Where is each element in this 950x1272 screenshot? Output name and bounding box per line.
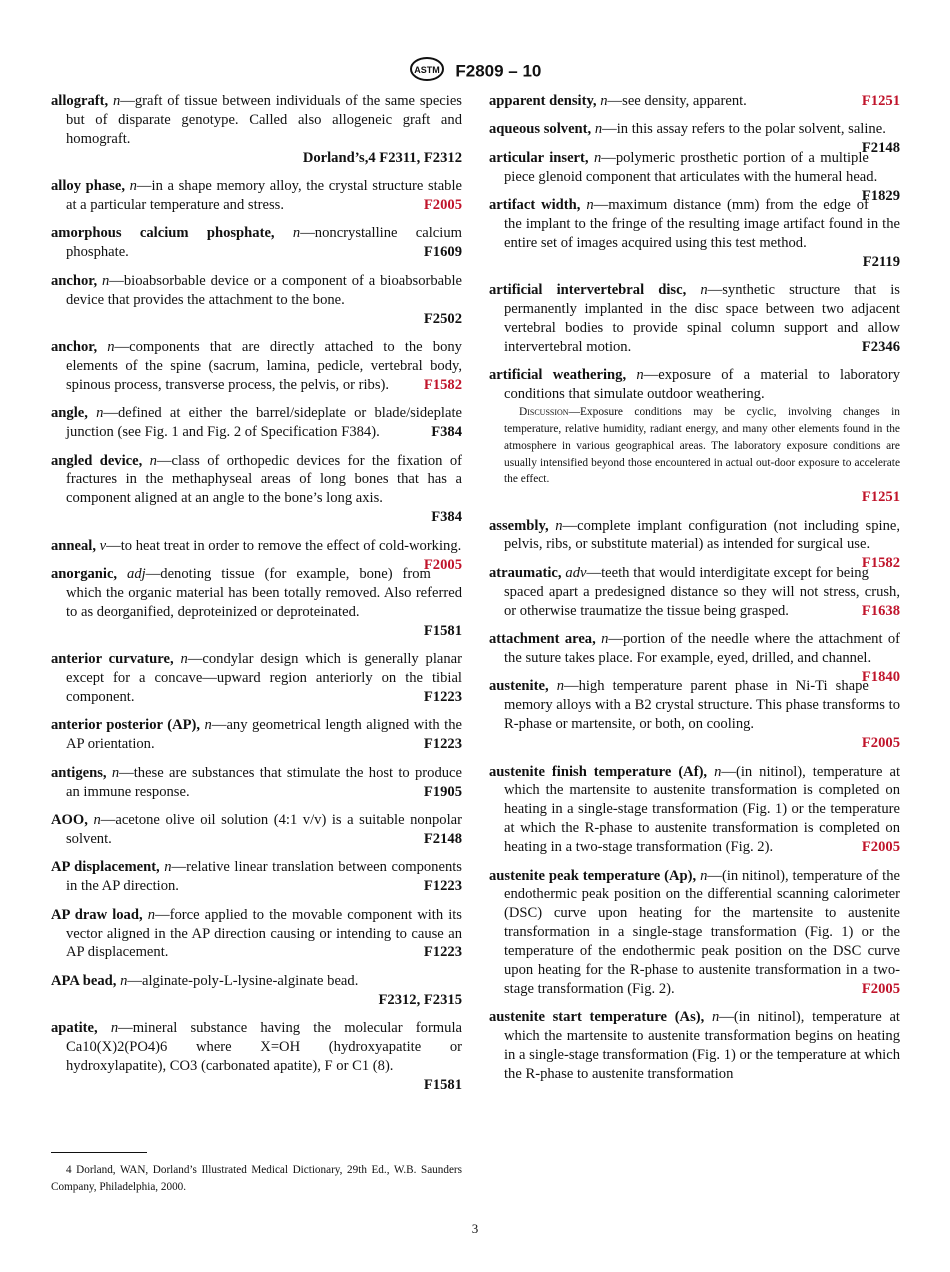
entry-ref[interactable]: F1251 <box>861 93 900 109</box>
entry-ref: F1829 <box>861 187 900 204</box>
glossary-entry: AP displacement, n—relative linear translation between components in the AP direction. F1223 <box>51 859 462 895</box>
entry-ref: F2148 <box>423 830 462 847</box>
glossary-entry: austenite peak temperature (Ap), n—(in nitinol), temperature of the endothermic peak position on the differential scanning calorimeter (DSC) curve upon heating for the martensite to austenite transformation in a single-stage transformation (Fig. 1) or the temperature of the endothermic peak position on the DSC curve upon heating for the R-phase to austenite transformation in a two-stage transformation (Fig. 2). F2005 <box>489 867 900 998</box>
glossary-entry: anneal, v—to heat treat in order to remove the effect of cold-working. F2005 <box>51 537 462 573</box>
entry-ref[interactable]: F1840 <box>861 668 900 685</box>
entry-ref: F2119 <box>862 253 900 270</box>
entry-ref: F1223 <box>423 878 462 895</box>
entry-ref: F384 <box>431 509 462 526</box>
glossary-entry: AOO, n—acetone olive oil solution (4:1 v/v) is a suitable nonpolar solvent. F2148 <box>51 812 462 847</box>
glossary-entry: anterior curvature, n—condylar design which is generally planar except for a concave—upward region anteriorly on the tibial component. F1223 <box>51 651 462 705</box>
glossary-entry: anterior posterior (AP), n—any geometrical length aligned with the AP orientation. F1223 <box>51 717 462 753</box>
glossary-entry: allograft, n—graft of tissue between individuals of the same species but of disparate genotype. Called also allogeneic graft and homograft. Dorland’s,4 F2311, F2312 <box>51 93 462 166</box>
entry-ref: F2312, F2315 <box>378 991 462 1008</box>
entry-ref: F2346 <box>861 338 900 355</box>
entry-ref: F1223 <box>423 736 462 753</box>
glossary-entry: austenite finish temperature (Af), n—(in nitinol), temperature at which the martensite to austenite transformation is completed on heating in a single-stage transformation (Fig. 1) or the temperature at which the R-phase to austenite transformation is completed on heating in a two-stage transformation (Fig. 2). F2005 <box>489 763 900 856</box>
glossary-entry: artificial intervertebral disc, n—synthetic structure that is permanently implanted in the disc space between two adjacent vertebral bodies to provide spinal column support and allow intervertebral motion. F2346 <box>489 282 900 355</box>
entry-ref: F1581 <box>423 1076 462 1093</box>
right-column <box>489 92 900 1094</box>
astm-logo-icon <box>409 56 445 87</box>
glossary-entry: artificial weathering, n—exposure of a material to laboratory conditions that simulate outdoor weathering. Discussion—Exposure conditions may be cyclic, involving changes in temperature, relative humidity, radiant energy, and many other elements found in the atmosphere in various geographical areas. The laboratory exposure conditions are usually intensified beyond those encountered in actual out-door exposure to accelerate the effect. F1251 <box>489 367 900 506</box>
glossary-entry: AP draw load, n—force applied to the movable component with its vector aligned in the AP direction causing or intending to cause an AP displacement. F1223 <box>51 906 462 961</box>
glossary-entry: apatite, n—mineral substance having the molecular formula Ca10(X)2(PO4)6 where X=OH (hydroxyapatite or hydroxylapatite), CO3 (carbonated apatite), F or C1 (8). F1581 <box>51 1020 462 1093</box>
entry-ref[interactable]: F2005 <box>423 556 462 573</box>
entry-ref: F1581 <box>423 622 462 639</box>
glossary-entry: assembly, n—complete implant configuration (not including spine, pelvis, ribs, or substitute material) as intended for surgical use. F1582 <box>489 517 900 572</box>
glossary-entry: articular insert, n—polymeric prosthetic portion of a multiple piece glenoid component that articulates with the humeral head. F1829 <box>489 149 900 204</box>
glossary-entry: alloy phase, n—in a shape memory alloy, the crystal structure stable at a particular temperature and stress. F2005 <box>51 178 463 214</box>
entry-ref: F1609 <box>423 244 462 261</box>
entry-ref: F1905 <box>423 783 462 800</box>
entry-ref[interactable]: F1582 <box>861 555 900 572</box>
entry-ref[interactable]: F2005 <box>423 197 462 214</box>
glossary-entry: anchor, n—components that are directly attached to the bony elements of the spine (sacrum, lamina, pedicle, vertebral body, spinous process, transverse process, the pelvis, or ribs). F1582 <box>51 338 462 393</box>
entry-ref[interactable]: F1251 <box>861 489 900 506</box>
glossary-entry: atraumatic, adv—teeth that would interdigitate except for being spaced apart a predesigned distance so they will not stress, crush, or otherwise traumatize the tissue being grasped. F1638 <box>489 564 900 619</box>
glossary-entry: angle, n—defined at either the barrel/sideplate or blade/sideplate junction (see Fig. 1 and Fig. 2 of Specification F384). F384 <box>51 405 462 441</box>
glossary-entry: APA bead, n—alginate-poly-L-lysine-alginate bead. F2312, F2315 <box>51 972 462 1008</box>
discussion-note: Discussion—Exposure conditions may be cyclic, involving changes in temperature, relative humidity, radiant energy, and many other elements found in the atmosphere in various geographical areas. The laboratory exposure conditions are usually intensified beyond those encountered in actual out-door exposure to accelerate the effect. <box>504 406 900 486</box>
entry-ref: F384 <box>431 424 462 441</box>
entry-ref[interactable]: F2005 <box>861 981 900 998</box>
glossary-entry: anorganic, adj—denoting tissue (for example, bone) from which the organic material has been totally removed. Also referred to as deorganified, deproteinized or deproteinated. F1581 <box>51 566 462 639</box>
entry-ref[interactable]: F1582 <box>423 376 462 393</box>
entry-ref[interactable]: F1638 <box>861 602 900 619</box>
entry-ref: F1223 <box>423 944 462 961</box>
page-header <box>0 56 950 87</box>
page-number: 3 <box>471 1221 479 1236</box>
document-id: F2809 – 10 <box>455 61 542 81</box>
glossary-entry: artifact width, n—maximum distance (mm) from the edge of the implant to the fringe of the resulting image artifact found in the entire set of images acquired using this test method. F2119 <box>489 197 900 270</box>
entry-ref: F1223 <box>423 688 462 705</box>
glossary-entry: austenite start temperature (As), n—(in nitinol), temperature at which the martensite to austenite transformation begins on heating in a single-stage transformation (Fig. 1) or the temperature at which the R-phase to austenite transformation <box>489 1009 900 1083</box>
glossary-entry: austenite, n—high temperature parent phase in Ni-Ti shape memory alloys with a B2 crystal structure. This phase transforms to R-phase or martensite, or both, on cooling. F2005 <box>489 678 900 752</box>
glossary-entry: attachment area, n—portion of the needle where the attachment of the suture takes place. For example, eyed, drilled, and channel. F1840 <box>489 631 900 685</box>
entry-ref: F2502 <box>423 310 462 327</box>
footnote-rule <box>51 1152 147 1153</box>
entry-ref: F2148 <box>861 140 900 157</box>
glossary-entry: antigens, n—these are substances that stimulate the host to produce an immune response. F1905 <box>51 764 462 800</box>
svg-text:ASTM: ASTM <box>413 65 440 75</box>
glossary-entry: amorphous calcium phosphate, n—noncrystalline calcium phosphate. F1609 <box>51 225 462 261</box>
entry-ref[interactable]: F2005 <box>861 735 900 752</box>
glossary-entry: anchor, n—bioabsorbable device or a component of a bioabsorbable device that provides the attachment to the bone. F2502 <box>51 272 462 327</box>
left-column <box>51 92 462 1104</box>
footnote: 4 Dorland, WAN, Dorland’s Illustrated Medical Dictionary, 29th Ed., W.B. Saunders Company, Philadelphia, 2000. <box>51 1164 462 1193</box>
entry-ref: Dorland’s,4 F2311, F2312 <box>302 149 462 166</box>
entry-ref[interactable]: F2005 <box>861 839 900 856</box>
glossary-entry: apparent density, n—see density, apparent. F1251 <box>489 93 900 109</box>
glossary-entry: aqueous solvent, n—in this assay refers to the polar solvent, saline. F2148 <box>489 121 900 157</box>
glossary-entry: angled device, n—class of orthopedic devices for the fixation of fractures in the methaphyseal areas of long bones that has a component aligned at an angle to the bone’s long axis. F384 <box>51 452 462 526</box>
